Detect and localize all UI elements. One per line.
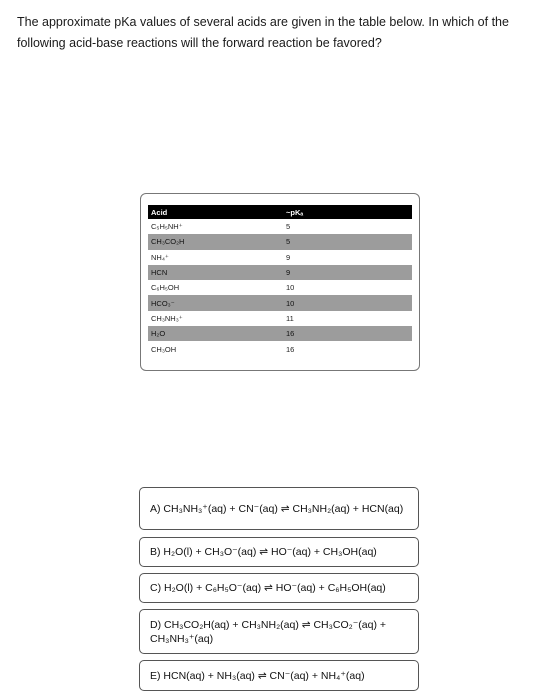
pka-cell: 9 xyxy=(286,252,291,262)
answer-option-c-text: C) H₂O(l) + C₆H₅O⁻(aq) ⇌ HO⁻(aq) + C₆H₅OH(aq) xyxy=(150,582,386,594)
answer-option-c[interactable] xyxy=(139,573,419,603)
table-row xyxy=(148,265,412,280)
table-row xyxy=(148,219,412,234)
table-header-row xyxy=(148,205,412,219)
column-header-pka: ~pKₐ xyxy=(286,205,412,219)
table-row xyxy=(148,311,412,326)
acid-cell: CH₃CO₂H xyxy=(148,234,286,249)
acid-cell: C₅H₅NH⁺ xyxy=(151,222,183,232)
answer-option-b-text: B) H₂O(l) + CH₃O⁻(aq) ⇌ HO⁻(aq) + CH₃OH(aq) xyxy=(150,546,377,558)
pka-cell: 16 xyxy=(286,326,412,341)
pka-cell: 10 xyxy=(286,283,295,293)
pka-cell: 9 xyxy=(286,265,412,280)
answer-option-a[interactable] xyxy=(139,487,419,530)
table-row xyxy=(148,250,412,265)
acid-cell: HCN xyxy=(148,265,286,280)
acid-cell: H₂O xyxy=(148,326,286,341)
pka-cell: 5 xyxy=(286,234,412,249)
answer-option-d-text: D) CH₃CO₂H(aq) + CH₃NH₂(aq) ⇌ CH₃CO₂⁻(aq) + CH₃NH₃⁺(aq) xyxy=(150,618,387,645)
acid-cell: CH₃NH₃⁺ xyxy=(151,313,183,323)
table-row xyxy=(148,295,412,310)
table-row xyxy=(148,341,412,356)
pka-cell: 11 xyxy=(286,313,294,323)
table-row xyxy=(148,234,412,249)
acid-cell: C₆H₅OH xyxy=(151,283,180,293)
acid-cell: NH₄⁺ xyxy=(151,252,169,262)
answer-option-e-text: E) HCN(aq) + NH₃(aq) ⇌ CN⁻(aq) + NH₄⁺(aq) xyxy=(150,669,365,682)
acid-cell: CH₃OH xyxy=(151,344,177,354)
answer-option-b[interactable] xyxy=(139,537,419,567)
acid-cell: HCO₃⁻ xyxy=(148,295,286,310)
answer-option-d[interactable] xyxy=(139,609,419,654)
answer-option-e[interactable] xyxy=(139,660,419,691)
pka-cell: 16 xyxy=(286,344,295,354)
table-row xyxy=(148,326,412,341)
question-text: The approximate pKa values of several acids are given in the table below. In which of the following acid-base reactions will the forward reaction be favored? xyxy=(17,15,509,50)
table-row xyxy=(148,280,412,295)
pka-cell: 10 xyxy=(286,295,412,310)
pka-table-card xyxy=(140,193,420,371)
column-header-acid: Acid xyxy=(148,205,286,219)
pka-cell: 5 xyxy=(286,222,291,232)
answer-option-a-text: A) CH₃NH₃⁺(aq) + CN⁻(aq) ⇌ CH₃NH₂(aq) + HCN(aq) xyxy=(150,502,404,515)
pka-table xyxy=(148,205,412,357)
